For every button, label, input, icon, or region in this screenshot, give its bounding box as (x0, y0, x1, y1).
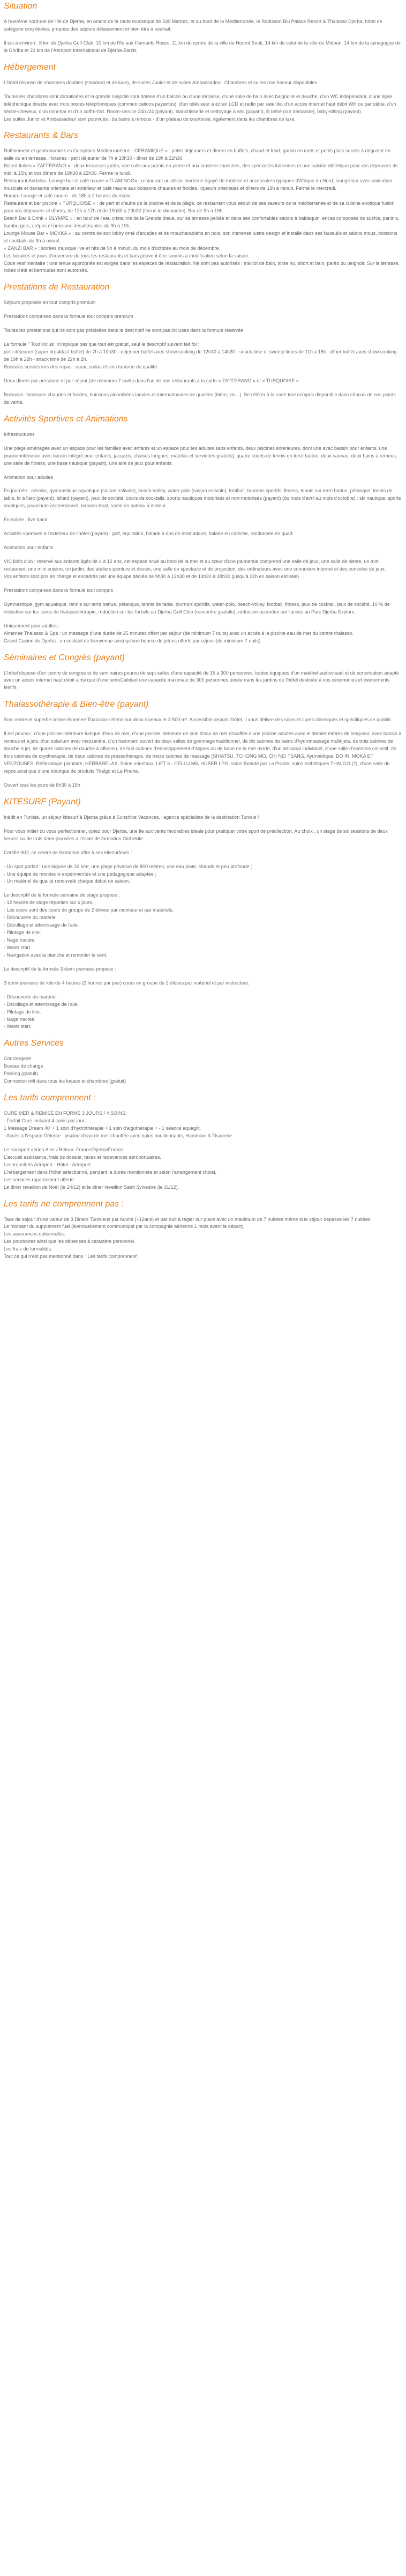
paragraph: Son centre et superbe centre Almenee Thalasso s'étend sur deux niveaux et 3 500 m². Accessible depuis l'hôtel, il vous délivre des soins et cures classiques et spécifiques de qualité. (4, 717, 393, 723)
paragraph: - Un spot parfait : une lagune de 32 km², une plage privative de 800 mètres, une eau plate, chaude et peu profonde ; - Une équipe de moniteurs expérimentés et une pédagogique adaptée ; - Un matériel de qualité renouvelé chaque début de saison. (4, 863, 252, 884)
paragraph: Animation pour enfants (4, 545, 54, 551)
paragraph: Pour vous initier ou vous perfectionner, optez pour Djerba, une île aux vents favorables idéale pour pratiquer votre sport de prédilection. Au choix , un stage de six sessions de deux heures ou de trois demi-journées à l'école de formation Globekite. (4, 828, 389, 841)
paragraph: A l'extrême nord-est de l'île de Djerba, en amont de la route touristique de Sidi Mahrez, et au bord de la Méditerranée, le Radisson Blu Palace Resort & Thalasso Djerba, hôtel de catégorie cinq étoiles, propose des séjours délassement et bien être à souhait. (4, 19, 384, 32)
section (4, 653, 402, 692)
paragraph: Séjours proposés en tout compris premium (4, 300, 96, 306)
section-title: Prestations de Restauration (4, 283, 110, 292)
paragraph: Le descriptif de la formule 3 demi journées propose : (4, 966, 116, 972)
paragraph: Uniquement pour adultes : Almenee Thalasso & Spa : un massage d'une durée de 25 minutes offert par séjour (de minimum 7 nuits) avec un accès à la piscine eau de mer du centre thalasso. Grand Casino de Djerba : un cocktail de bienvenue ainsi qu'une bourse de jetons offerts par séjour (de minimum 7 nuits) (4, 623, 354, 643)
paragraph: Animation pour adultes (4, 474, 54, 480)
section-title: Activités Sportives et Animations (4, 414, 128, 424)
paragraph: Boissons : boissons chaudes et froides, boissons alcoolisées locales et internationales de qualités (bière, vin...). Se référer à la carte tout compris disponible dans chacun de nos points de vente. (4, 391, 397, 405)
paragraph: Certifié IKO, ce centre de formation offre à ses kitesurfeurs : (4, 849, 132, 855)
section (4, 130, 402, 275)
paragraph: Raffinement et gastronomie Les Comptoirs Méditerranéens - CERAMIQUE » : petits déjeuners et dîners en buffets, chaud et froid, garnis en mets et petits plats sucrés à déguster en salle ou en terrasse. Horaires : petit déjeuner de 7h à 10h30 - dîner de 19h à 22h30. Bistrot Italien « ZAFFERANO » : deux terrasses jardin, une salle aux parois en pierre et aux lumières tamisées, des spécialités italiennes et une cuisine diététique pour vos déjeuners de midi à 15h, et vos dîners de 19h30 à 22h30. Fermé le lundi. Restaurant Andalou, Lounge bar et café maure « FLAMINGO» : restaurant au décor moderne égayé de mobilier et accessoires typiques d'Afrique du Nord, lounge bar avec animation musicale et dansante orientale en extérieur et café maure aux boissons chaudes et froides, liqueurs orientales et dîners de 19h à minuit. Fermé le mercredi. Horaire Lounge et café maure : de 18h à 2 heures du matin. Restaurant et bar piscine « TURQUOISE » : de part et d'autre de la piscine et de la plage, ce restaurant vous séduit de ses saveurs de la méditerranée et de sa cuisine exotique fusion pour vos déjeuners et dîners, de 12h à 17h et de 19h30 à 23h30 (fermé le dimanche). Bar de 9h à 19h. Beach Bar & Drink « OLYMPE » : en bout de l'eau cristalline de la Grande bleue, sur sa terrasse pelliée et dans ses confortables salons à baldaquin, encas composés de sushis, paninis, hamburgers, crêpes et boissons désaltérantes de 9h à 19h. Lounge Mouse Bar « MOKKA » : au centre de son lobby orné d'arcades et de moucharabiehs en bois, son immense lustre design et installé dans ses fauteuils et salons mous, boissons et cocktails de 9h à minuit. « ZANZI BAR » : soirées musique live et hits de 9h à minuit, du mois d'octobre au mois de décembre. Les horaires et jours d'ouverture de tous les restaurants et bars peuvent être soumis à modification selon la saison. Code vestimentaire : une tenue appropriée est exigée dans les espaces de restauration. Ne sont pas autorisés : maillot de bain, torse nu, short et bain, paréo ou peignoir. Sur la terrasse, robes d'été et bermudas sont autorisés. (4, 148, 400, 273)
paragraph: Prestations comprises dans la formule tout compris (4, 587, 114, 593)
section (4, 414, 402, 645)
paragraph: Ouvert tous les jours de 8h30 à 19h (4, 782, 80, 788)
paragraph: La formule " Tout inclus" n'implique pas que tout est gratuit, seul le descriptif suivant fait foi : petit-déjeuner (super breakfast buffet) de 7h à 10h30 - déjeuner buffet avec show cooking de 12h30 à 14h30 - snack time et sweety times de 11h à 18h - dîner buffet avec show cooking de 19h à 22h - snack time de 22h à 2h. Boissons servies lors des repas : eaux, sodas et vins tunisien de qualité. (4, 342, 397, 369)
section (4, 1093, 402, 1191)
paragraph: En soirée : live band (4, 517, 48, 523)
paragraph: Le descriptif de la formule semaine de stage propose : - 12 heures de stage réparties sur 6 jours. - Les cours sont des cours de groupe de 2 élèves par moniteur et par matériels. - Découverte du matériel. - Décollage et atterrissage de l'aile. - Pilotage de kite. - Nage tractée. - Water start. - Navigation avec la planche et remonter le vent. (4, 892, 174, 958)
paragraph: En journée : aérobic, gymnastique aquatique (saison estivale), beach-volley, water-polo (saison estivale), football, tournois sportifs, fitness, tennis sur terre battue, pétanque, tennis de table, tir à l'arc (payant), billard (payant), jeux de société, cours de cocktails, sports nautiques motorisés et non-motorisés (payant) (du mois d'avril au mois d'octobre) : ski nautique, sports nautiques, parachute ascensionnel, banana-boat, sortie en bateau à moteur. (4, 488, 403, 509)
paragraph: Infrastructures (4, 431, 35, 437)
paragraph: Gymnastique, gym aquatique, tennis sur terre battue, pétanque, tennis de table, tournois sportifs, water-polo, beach-volley, football, fitness, jeux de cocktail, jeux de société, 10 % de réduction sur les cures de thalassothérapie, réduction sur les forfaits au Djerba Golf Club (rencontre gratuite), réduction accordée sur l'accès au Parc Djerba Explore. (4, 601, 392, 615)
paragraph: Toutes les chambres sont climatisées et la grande majorité sont dotées d'un balcon ou d'une terrasse, d'une salle de bain avec baignoire et douche, d'un WC indépendant, d'une ligne téléphonique directe avec trois postes téléphoniques (communications payantes), d'un téléviseur à écran LCD et radio par satellite, d'un accès internet haut débit Wifi ou par câble, d'un sèche-cheveux, d'un mini-bar et d'un coffre-fort. Room-service 24h /24 (payant), blanchisserie et nettoyage à sec (payant), lit bébé (sur demande), baby-sitting (payant). Les suites Junior et Ambassadeur sont pourvues : de bains à remous - d'un plateau de courtoisie, également dans les chambres de luxe. (4, 93, 396, 122)
paragraph: L'hôtel dispose de chambres doubles (standard et de luxe), de suites Junior et de suites Ambassadeur. Chambres et suites non fumeur disponibles. (4, 79, 319, 85)
paragraph: Prestations comprises dans la formule tout compris premium (4, 314, 133, 320)
section (4, 699, 402, 789)
paragraph: Activités sportives à l'extérieur de l'hôtel (payant) : golf, équitation, balade à dos de dromadaire, balade en calèche, randonnée en quad. (4, 531, 294, 537)
section-title: Autres Services (4, 1039, 64, 1048)
section-title: KITESURF (Payant) (4, 797, 81, 806)
section-title: Les tarifs comprennent : (4, 1093, 96, 1103)
paragraph: Deux dîners par personne et par séjour (de minimum 7 nuits) dans l'un de nos restaurants à la carte « ZAFFERANO » et « TURQUOISE ». (4, 377, 300, 383)
section (4, 1199, 402, 1261)
paragraph: Une plage aménagée avec un espace pour les familles avec enfants et un espace pour les adultes sans enfants, deux piscines extérieures, dont une avec bassin pour enfants, une piscine intérieure avec bassin intégré pour enfants, jacuzzis, chaises longues, matelas et serviettes gratuits), quatre courts de tennis en terre battue, deux saunas, deux bains à remous, une salle de fitness, une base nautique (payant), une aire de jeux pour enfants. (4, 445, 399, 466)
paragraph: Le transport aérien Aller / Retour France/Djerba/France. L'accueil assistance, frais de dossier, taxes et redevances aéroportuaires. Les transferts Aéroport - Hôtel - Aéroport. L'hébergement dans l'hôtel sélectionné, pendant la durée mentionnée et selon l'arrangement choisi. Les services rapatriement offerte. Le dîner réveillon de Noël (le 24/12) et le dîner réveillon Saint Sylvestre (le 31/12). (4, 1146, 216, 1190)
section-title: Les tarifs ne comprennent pas : (4, 1199, 124, 1209)
paragraph: L'hôtel dispose d'un centre de congrès et de séminaires pourvu de sept salles d'une capacité de 15 à 300 personnes, toutes équipées d'un matériel audiovisuel et de sonorisation adapté avec un accès internet haut débit ainsi que d'une tenteCalidiad une capacité maximale de 300 personnes posée dans les jardins de l'hôtel destinée à vos cérémonies et événements festifs. (4, 670, 401, 691)
section (4, 282, 402, 406)
section (4, 1, 402, 55)
section-title: Séminaires et Congrès (payant) (4, 653, 125, 662)
paragraph: Inédit en Tunisie, un séjour kitesurf à Djerba grâce à Sunshine Vacances, l'agence spécialiste de la destination Tunisie ! (4, 814, 259, 820)
paragraph: Toutes les prestations qui ne sont pas précisées dans le descriptif ne sont pas incluses dans la formule réservée. (4, 328, 245, 334)
paragraph: - Découverte du matériel. - Décollage et atterrissage de l'aile. - Pilotage de kite. - Nage tractée. - Water start. (4, 994, 79, 1030)
section-title: Hébergement (4, 62, 56, 72)
section-title: Thalassothérapie & Bien-être (payant) (4, 700, 149, 709)
section (4, 1038, 402, 1085)
section-title: Situation (4, 2, 37, 11)
document (4, 1, 402, 1261)
section (4, 797, 402, 1031)
paragraph: Taxe de séjour d'une valeur de 3 Dinars Tunisiens par Adulte (+12ans) et par nuit à régler sur place avec un maximum de 7 nuitées même si le séjour dépasse les 7 nuitées. Le montant du supplément fuel (éventuellement communiqué par la compagnie aérienne 1 mois avant le départ). Les assurances optionnelles. Les pourboires ainsi que les dépenses à caractère personnel. Les frais de formalités. Tout ce qui n'est pas mentionné dans " Les tarifs comprennent". (4, 1216, 372, 1260)
paragraph: Il est pourvu : d'une piscine intérieure ludique d'eau de mer, d'une piscine intérieure de soin d'eau de mer chauffée d'une piscine adultes avec le dernier mètres de longueur, avec bassin à remous et à jets, d'un solarium avec mezzanine, d'un hammam ouvert de deux salles de gommage traditionnel, de dix cabines de bains d'hydromassage multi-jets, de trois cabines de douche à jet, de quatre cabines de douche à affusion, de huit cabines d'enveloppement d'algues ou de boue de la mer morte, d'un artisanal individuel, d'une salle d'exercice collectif, de trois cabines de cryothérapie, de deux cabines de pressothérapie, de treize cabines de massage (SHIATSU, TCHONG MO, CHI NEI TSANG, Ayurvédique, DO IN, MOKA ET VENTOUSES, Réflexologie plantaire, HERBARELAX, Soins orientaux, LIFT 6 - CELLU M6, HUBER LPG, soins Beauté par La Prairie, soins esthétiques THALGO (2), d'une salle de repos ainsi que d'une boutique de produits Thalgo et La Prairie. (4, 731, 403, 774)
paragraph: CURE MER & REMISE EN FORME 3 JOURS / 4 SOINS: - Forfait Cure incluant 4 soins par jour : 1 Massage Dream 40' + 1 soin d'hydrothérapie + 1 soin d'algothérapie + - 1 séance aquagilt. - Accès à l'espace Détente : piscine d'eau de mer chauffée avec bains bouillonnants, Hammam & Tisanerie (4, 1111, 232, 1138)
paragraph: Conciergerie Bureau de change Parking (gratuit) Connexion wifi dans tous les locaux et chambres (gratuit) (4, 1056, 126, 1084)
paragraph: 3 demi-journées de kite de 4 heures (2 heures par jour) cours en groupe de 2 élèves par matériel et par instructeur. (4, 980, 250, 986)
paragraph: Il est à environ : 8 km du Djerba Golf Club, 10 km de l'île aux Flamants Roses, 11 km du centre de la ville de Houmt Souk, 14 km de celui de la ville de Midoun, 14 km de la synagogue de la Ghriba et 22 km de l'Aéroport International de Djerba-Zarzis (4, 40, 402, 53)
section (4, 62, 402, 123)
paragraph: VIC kid's club : réservé aux enfants âgés de 4 à 12 ans, cet espace situé au bord de la mer et au cœur d'une palmeraie comprend une salle de jeux, une salle de sieste, un mini restaurant, une mini cuisine, un jardin, des ateliers peinture et dessin, une salle de spectacle et de projection, des ordinateurs avec une connexion internet et des consoles de jeux. Vos enfants sont pris en charge et encadrés par une équipe dédiée de 9h30 à 12h30 et de 14h30 à 18h30 (jusqu'à 22h en saison estivale). (4, 559, 386, 579)
section-title: Restaurants & Bars (4, 131, 78, 140)
